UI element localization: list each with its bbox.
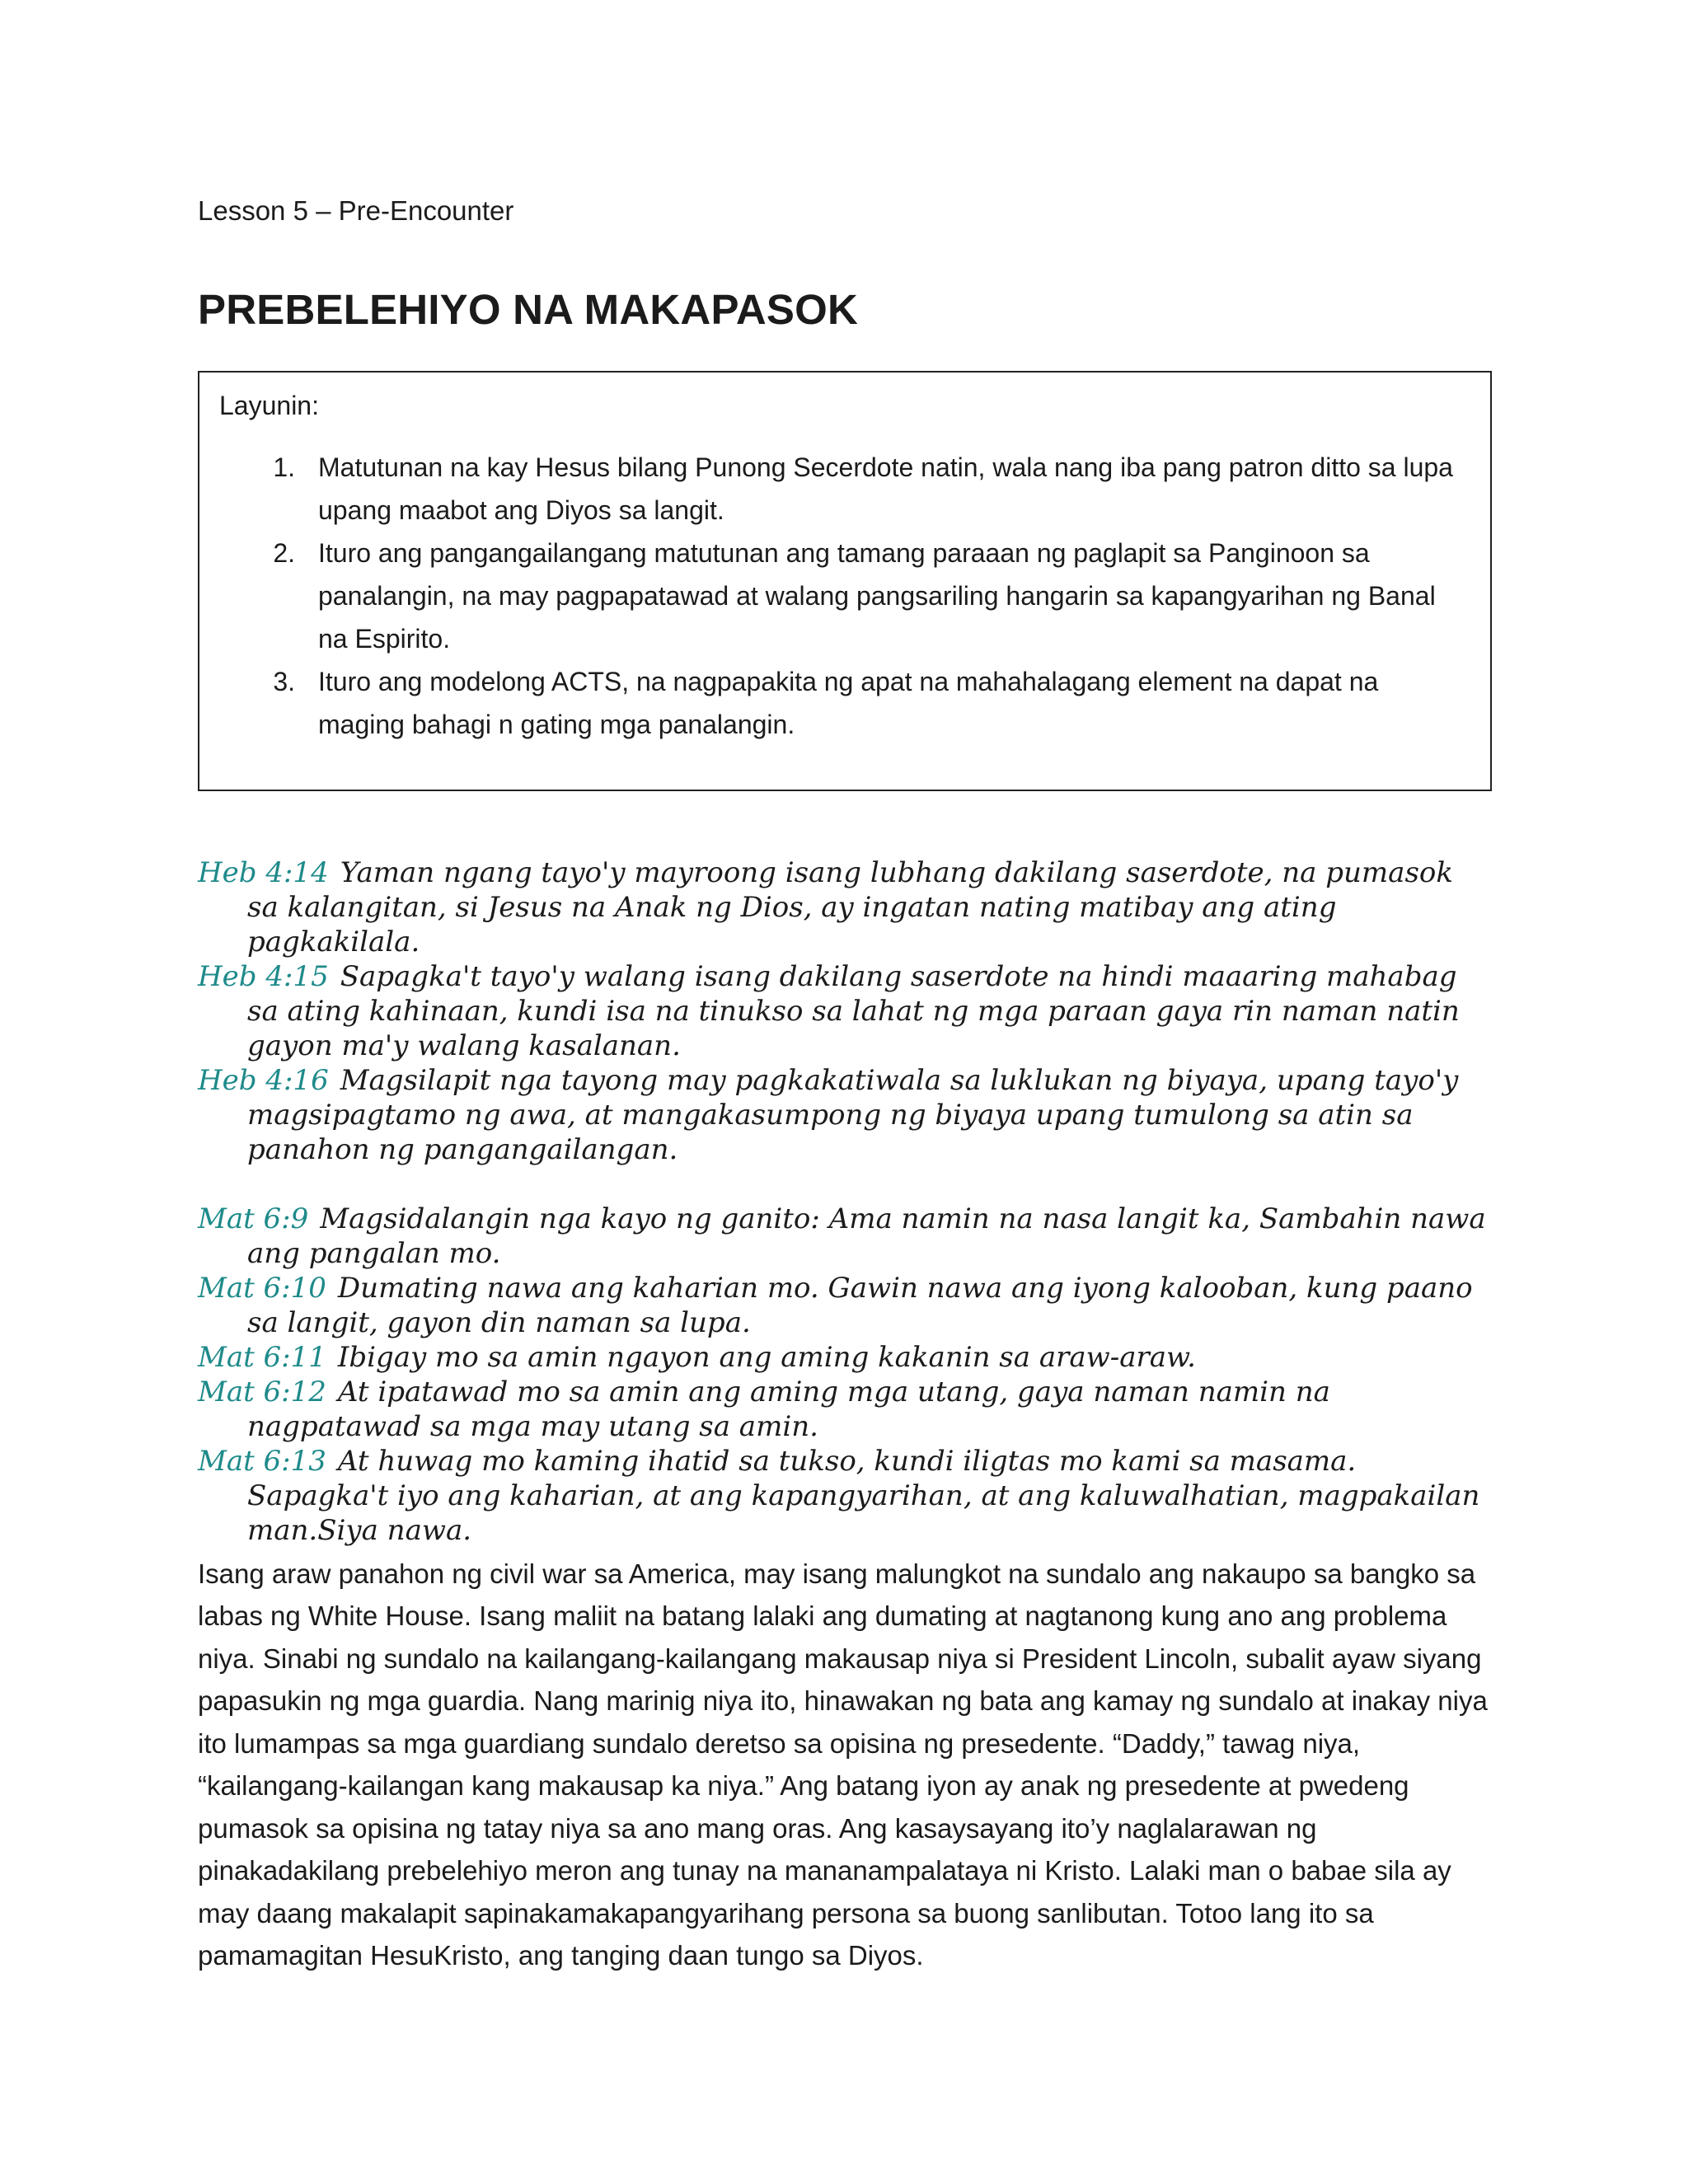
- hebrews-verses: [198, 855, 1492, 1167]
- verse: [198, 1202, 1492, 1271]
- verse: [198, 1271, 1492, 1340]
- objective-text: Ituro ang pangangailangang matutunan ang tamang paraaan ng paglapit sa Panginoon sa panalangin, na may pagpapatawad at walang pangsariling hangarin sa kapangyarihan ng Banal na Espirito.: [318, 538, 1436, 654]
- objective-number: 2.: [273, 538, 295, 569]
- verse-ref-link[interactable]: Mat 6:9: [198, 1202, 309, 1235]
- verse-text: At ipatawad mo sa amin ang aming mga utang, gaya naman namin na nagpatawad sa mga may utang sa amin.: [247, 1375, 1330, 1443]
- verse-text: At huwag mo kaming ihatid sa tukso, kundi iligtas mo kami sa masama. Sapagka't iyo ang kaharian, at ang kapangyarihan, at ang kaluwalhatian, magpakailan man.Siya nawa.: [247, 1444, 1480, 1547]
- matthew-verses: [198, 1202, 1492, 1548]
- verse-ref-link[interactable]: Mat 6:13: [198, 1444, 326, 1478]
- story-paragraph: Isang araw panahon ng civil war sa America, may isang malungkot na sundalo ang nakaupo sa bangko sa labas ng White House. Isang maliit na batang lalaki ang dumating at nagtanong kung ano ang problema niya. Sinabi ng sundalo na kailangang-kailangang makausap niya si President Lincoln, subalit ayaw siyang papasukin ng mga guardia. Nang marinig niya ito, hinawakan ng bata ang kamay ng sundalo at inakay niya ito lumampas sa mga guardiang sundalo deretso sa opisina ng presedente. “Daddy,” tawag niya, “kailangang-kailangan kang makausap ka niya.” Ang batang iyon ay anak ng presedente at pwedeng pumasok sa opisina ng tatay niya sa ano mang oras. Ang kasaysayang ito’y naglalarawan ng pinakadakilang prebelehiyo meron ang tunay na mananampalataya ni Kristo. Lalaki man o babae sila ay may daang makalapit sapinakamakapangyarihang persona sa buong sanlibutan. Totoo lang ito sa pamamagitan HesuKristo, ang tanging daan tungo sa Diyos.: [198, 1558, 1488, 1971]
- verse-ref-link[interactable]: Heb 4:16: [198, 1063, 329, 1097]
- objective-item: [219, 446, 1457, 532]
- verse-ref-link[interactable]: Mat 6:12: [198, 1375, 326, 1408]
- objective-number: 3.: [273, 667, 295, 697]
- verse-text: Ibigay mo sa amin ngayon ang aming kakanin sa araw-araw.: [337, 1340, 1196, 1374]
- verse: [198, 1375, 1492, 1444]
- verse-ref-link[interactable]: Mat 6:11: [198, 1340, 326, 1374]
- verse-text: Magsilapit nga tayong may pagkakatiwala sa luklukan ng biyaya, upang tayo'y magsipagtamo ng awa, at mangakasumpong ng biyaya upang tumulong sa atin sa panahon ng pangangailangan.: [247, 1063, 1459, 1166]
- verse: [198, 1444, 1492, 1548]
- verse: [198, 959, 1492, 1063]
- lesson-label: Lesson 5 – Pre-Encounter: [198, 195, 514, 226]
- verse: [198, 855, 1492, 959]
- document-page: [198, 194, 1492, 1977]
- scripture-section: [198, 855, 1492, 1548]
- objectives-list: [219, 446, 1457, 746]
- verse-ref-link[interactable]: Mat 6:10: [198, 1271, 326, 1305]
- verse-ref-link[interactable]: Heb 4:14: [198, 855, 329, 889]
- objectives-heading: Layunin:: [219, 390, 319, 420]
- verse-text: Magsidalangin nga kayo ng ganito: Ama namin na nasa langit ka, Sambahin nawa ang pangalan mo.: [247, 1202, 1486, 1270]
- objectives-box: [198, 371, 1492, 791]
- objective-number: 1.: [273, 452, 295, 483]
- verse: [198, 1340, 1492, 1375]
- verse-text: Dumating nawa ang kaharian mo. Gawin nawa ang iyong kalooban, kung paano sa langit, gayon din naman sa lupa.: [247, 1271, 1473, 1339]
- verse-ref-link[interactable]: Heb 4:15: [198, 959, 329, 993]
- objective-text: Matutunan na kay Hesus bilang Punong Secerdote natin, wala nang iba pang patron ditto sa lupa upang maabot ang Diyos sa langit.: [318, 452, 1453, 526]
- objective-text: Ituro ang modelong ACTS, na nagpapakita ng apat na mahahalagang element na dapat na maging bahagi n gating mga panalangin.: [318, 667, 1379, 740]
- objective-item: [219, 660, 1457, 746]
- verse-text: Yaman ngang tayo'y mayroong isang lubhang dakilang saserdote, na pumasok sa kalangitan, si Jesus na Anak ng Dios, ay ingatan nating matibay ang ating pagkakilala.: [247, 855, 1453, 958]
- page-title: PREBELEHIYO NA MAKAPASOK: [198, 285, 859, 333]
- verse-text: Sapagka't tayo'y walang isang dakilang saserdote na hindi maaaring mahabag sa ating kahinaan, kundi isa na tinukso sa lahat ng mga paraan gaya rin naman natin gayon ma'y walang kasalanan.: [247, 959, 1460, 1062]
- objective-item: [219, 532, 1457, 660]
- verse: [198, 1063, 1492, 1167]
